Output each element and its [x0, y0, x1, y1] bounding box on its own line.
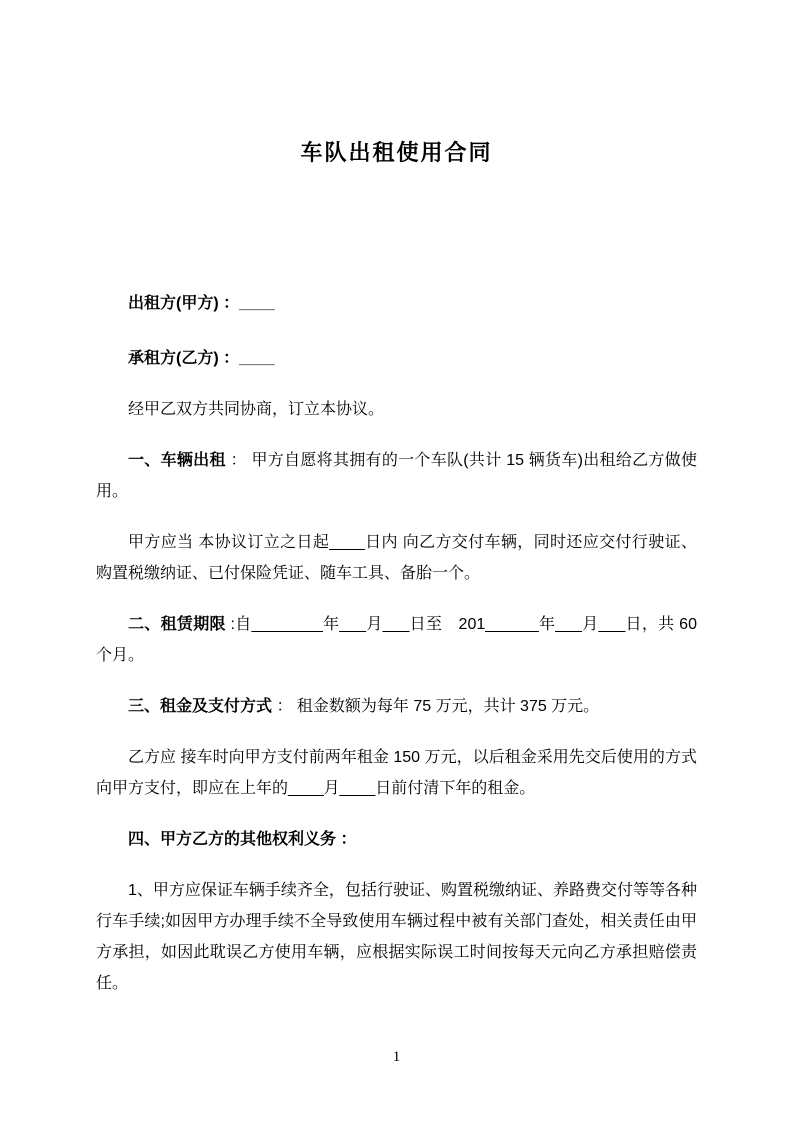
party-lessee-line: 承租方(乙方) ：____	[128, 350, 275, 367]
page-number: 1	[392, 1049, 401, 1065]
document-title: 车队出租使用合同	[300, 140, 493, 165]
section-1-delivery-paragraph: 甲方应当 本协议订立之日起____日内 向乙方交付车辆，同时还应交付行驶证、购置税缴纳证、已付保险凭证、随车工具、备胎一个。	[96, 534, 697, 582]
party-lessor-line: 出租方(甲方) ：____	[128, 295, 275, 312]
section-4-heading: 四、甲方乙方的其他权利义务 ：	[128, 831, 357, 848]
section-2-body: :自________年___月___日至 201______年___月___日，共 60 个月。	[96, 616, 697, 664]
section-1-body: ： 甲方自愿将其拥有的一个车队(共计 15 辆货车)出租给乙方做使用。	[96, 452, 697, 500]
section-2-paragraph	[96, 609, 697, 671]
section-2-heading: 二、租赁期限	[128, 616, 226, 633]
section-3-payment-paragraph: 乙方应 接车时向甲方支付前两年租金 150 万元，以后租金采用先交后使用的方式向甲方支付，即应在上年的____月____日前付清下年的租金。	[96, 749, 697, 797]
section-3-body: ： 租金数额为每年 75 万元，共计 375 万元。	[272, 698, 600, 715]
section-3-paragraph	[96, 691, 697, 722]
intro-paragraph: 经甲乙双方共同协商，订立本协议。	[128, 401, 385, 418]
section-1-heading: 一、车辆出租	[128, 452, 226, 469]
section-3-heading: 三、租金及支付方式	[128, 698, 273, 715]
section-4-clause-1-paragraph: 1、甲方应保证车辆手续齐全，包括行驶证、购置税缴纳证、养路费交付等等各种行车手续;如因甲方办理手续不全导致使用车辆过程中被有关部门查处，相关责任由甲方承担，如因此耽误乙方使用车辆，应根据实际误工时间按每天元向乙方承担赔偿责任。	[96, 882, 697, 992]
section-1-paragraph	[96, 445, 697, 507]
